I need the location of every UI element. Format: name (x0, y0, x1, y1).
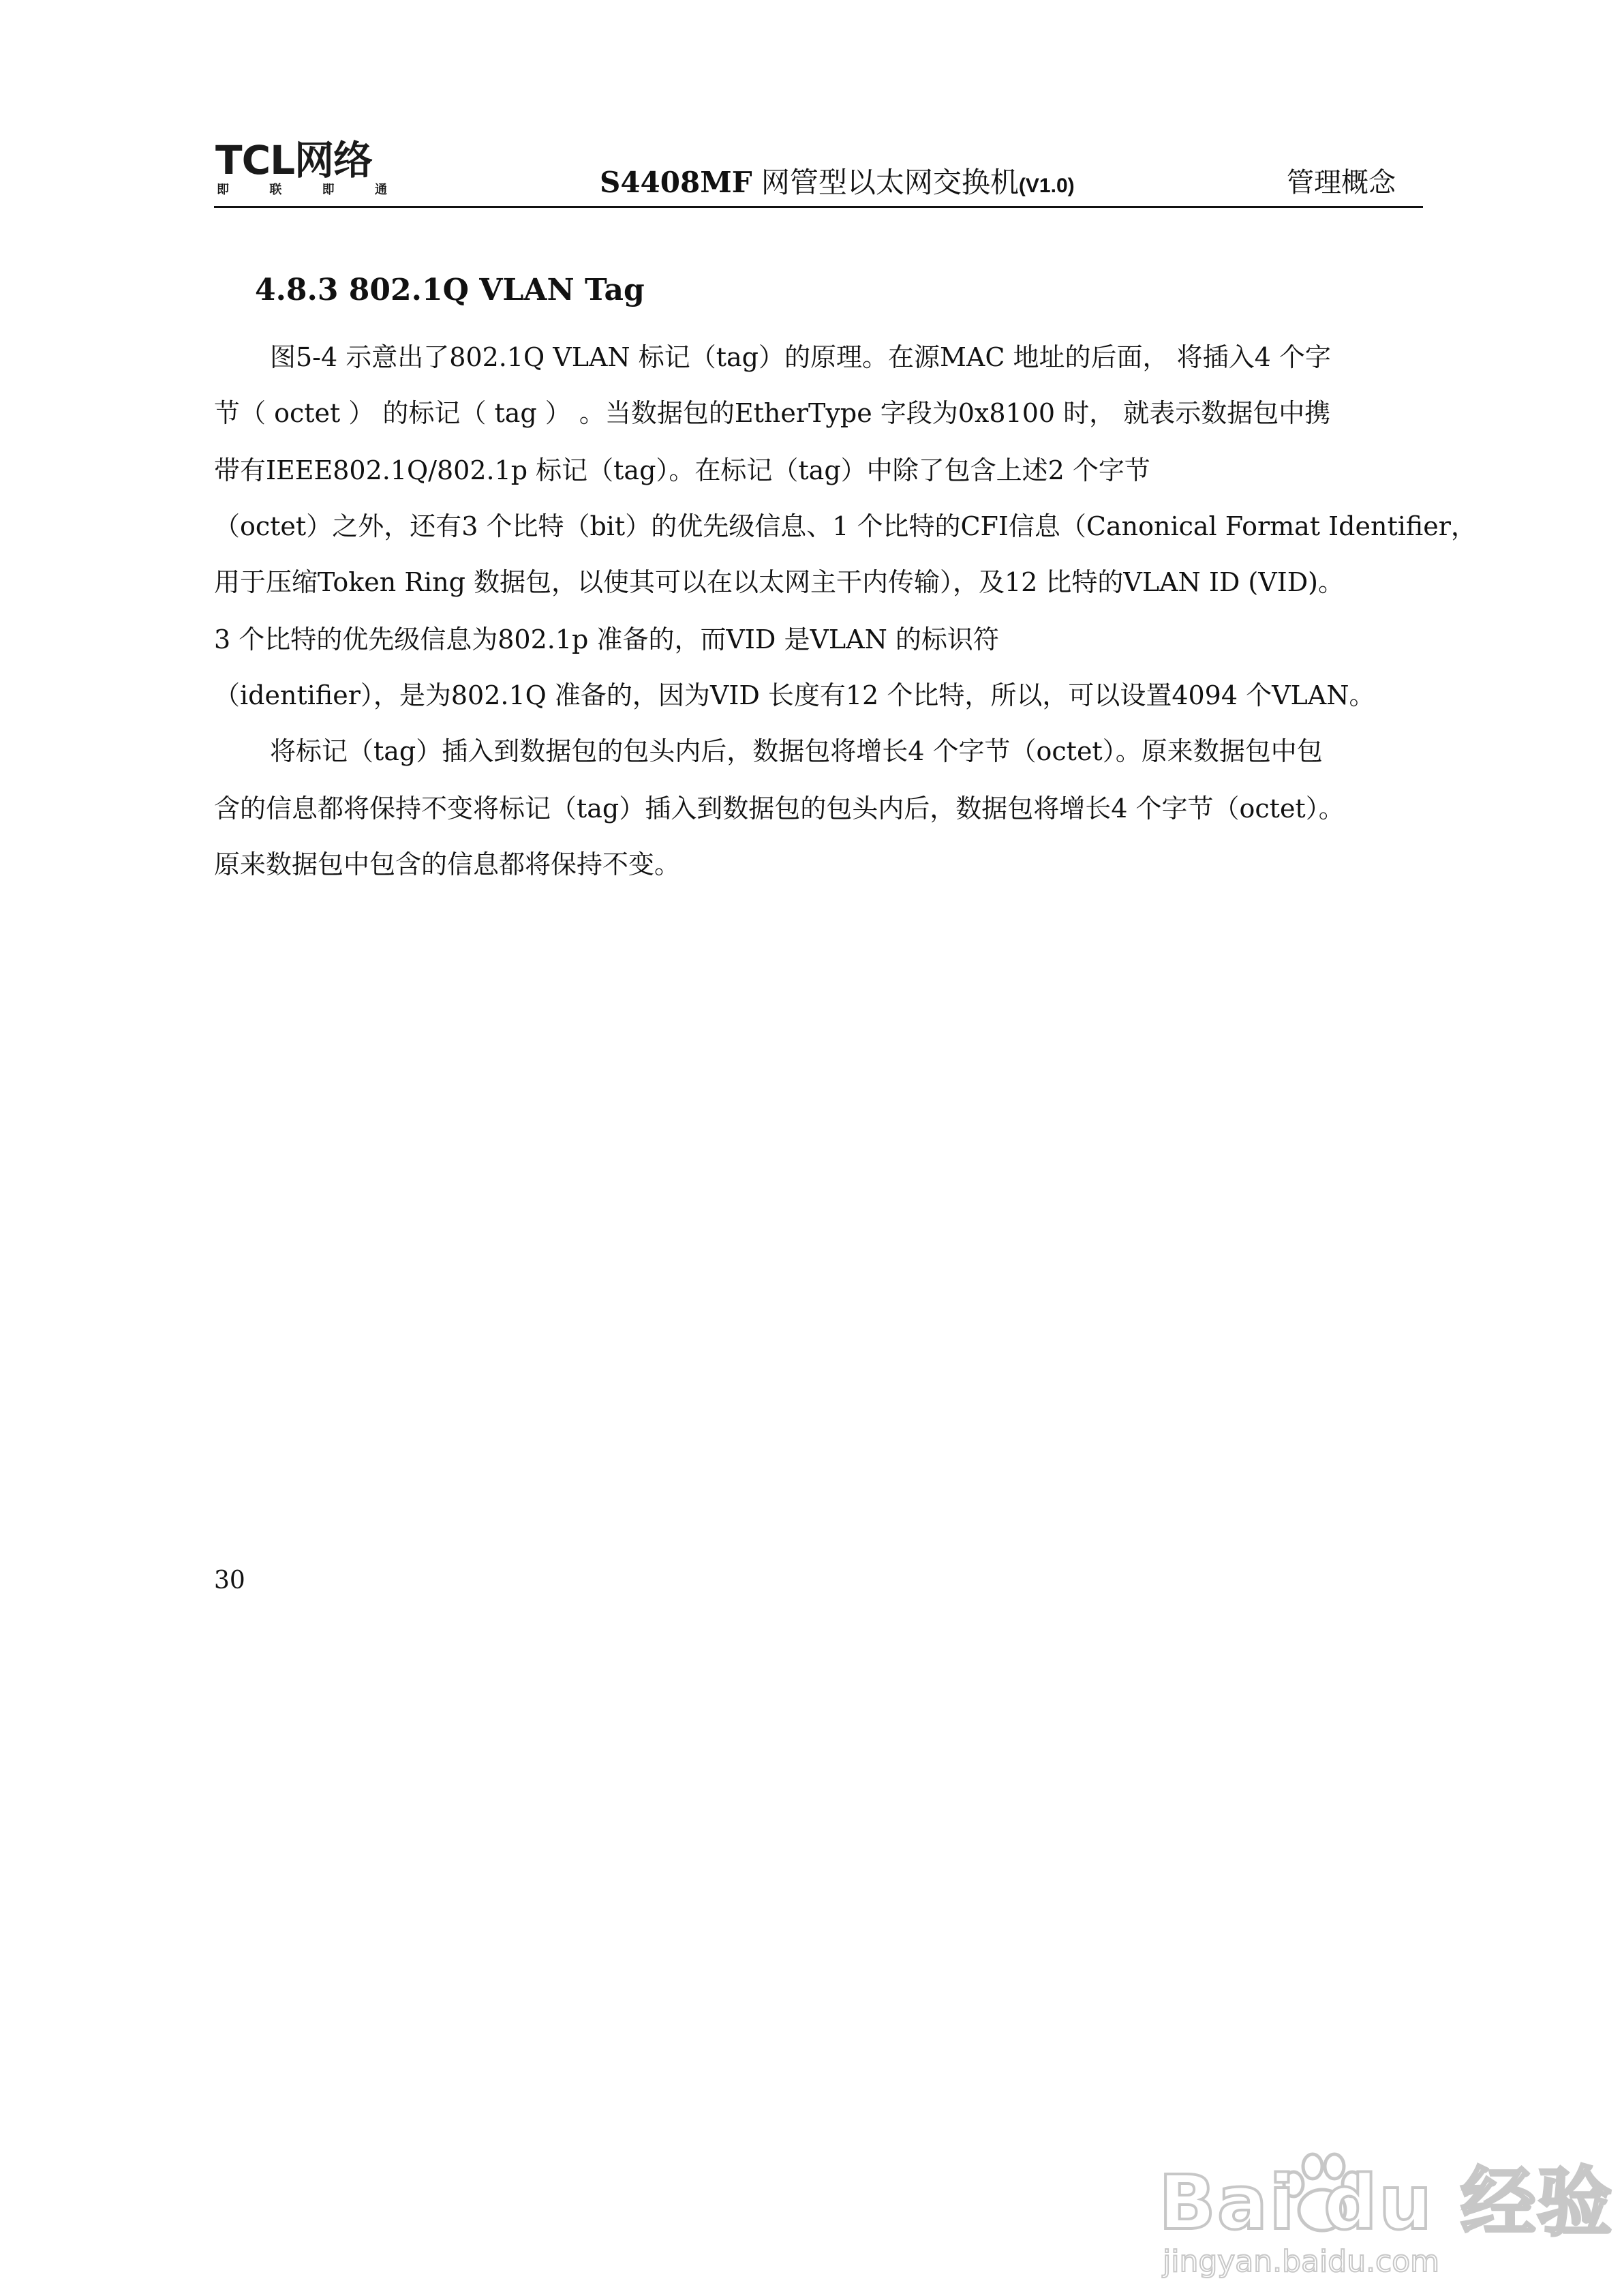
paragraph-line: 含的信息都将保持不变将标记（tag）插入到数据包的包头内后，数据包将增长4 个字节（octet）。 (214, 794, 1345, 824)
logo-slogan (217, 183, 387, 198)
paragraph-line: 3 个比特的优先级信息为802.1p 准备的，而VID 是VLAN 的标识符 (214, 624, 999, 654)
model-name: S4408MF (600, 166, 752, 199)
paragraph-line: （octet）之外，还有3 个比特（bit）的优先级信息、1 个比特的CFI信息（Canonical Format Identifier， (214, 511, 1477, 541)
watermark-brand: Bai du 经验 (1159, 2159, 1614, 2246)
logo-slogan-char: 通 (374, 183, 387, 197)
paragraph-line: 原来数据包中包含的信息都将保持不变。 (214, 849, 681, 879)
paragraph-line: 节（ octet ） 的标记（ tag ） 。当数据包的EtherType 字段为0x8100 时， 就表示数据包中携 (214, 398, 1331, 428)
baidu-watermark (1118, 2141, 1614, 2279)
logo-slogan-char: 联 (269, 183, 282, 197)
section-heading: 4.8.3 802.1Q VLAN Tag (255, 273, 645, 307)
paragraph-line: 带有IEEE802.1Q/802.1p 标记（tag）。在标记（tag）中除了包含上述2 个字节 (214, 455, 1150, 485)
paragraph-line: 用于压缩Token Ring 数据包，以使其可以在以太网主干内传输），及12 比特的VLAN ID (VID)。 (214, 567, 1344, 597)
logo-slogan-char: 即 (217, 183, 229, 197)
tcl-logo (215, 139, 393, 207)
header-divider (214, 206, 1423, 208)
paragraph-line: 图5-4 示意出了802.1Q VLAN 标记（tag）的原理。在源MAC 地址的后面， 将插入4 个字 (270, 342, 1331, 372)
page-number: 30 (214, 1567, 245, 1595)
logo-slogan-char: 即 (322, 183, 335, 197)
watermark-url: jingyan.baidu.com (1163, 2244, 1440, 2279)
paragraph-line: （identifier），是为802.1Q 准备的，因为VID 长度有12 个比特，所以，可以设置4094 个VLAN。 (214, 680, 1375, 710)
document-title (600, 164, 1075, 205)
version-label: (V1.0) (1018, 175, 1075, 197)
paragraph-line: 将标记（tag）插入到数据包的包头内后，数据包将增长4 个字节（octet）。原来数据包中包 (270, 736, 1323, 766)
section-title: 管理概念 (1287, 167, 1396, 198)
logo-text: TCL网络 (215, 137, 373, 183)
product-name: 网管型以太网交换机 (761, 166, 1019, 199)
